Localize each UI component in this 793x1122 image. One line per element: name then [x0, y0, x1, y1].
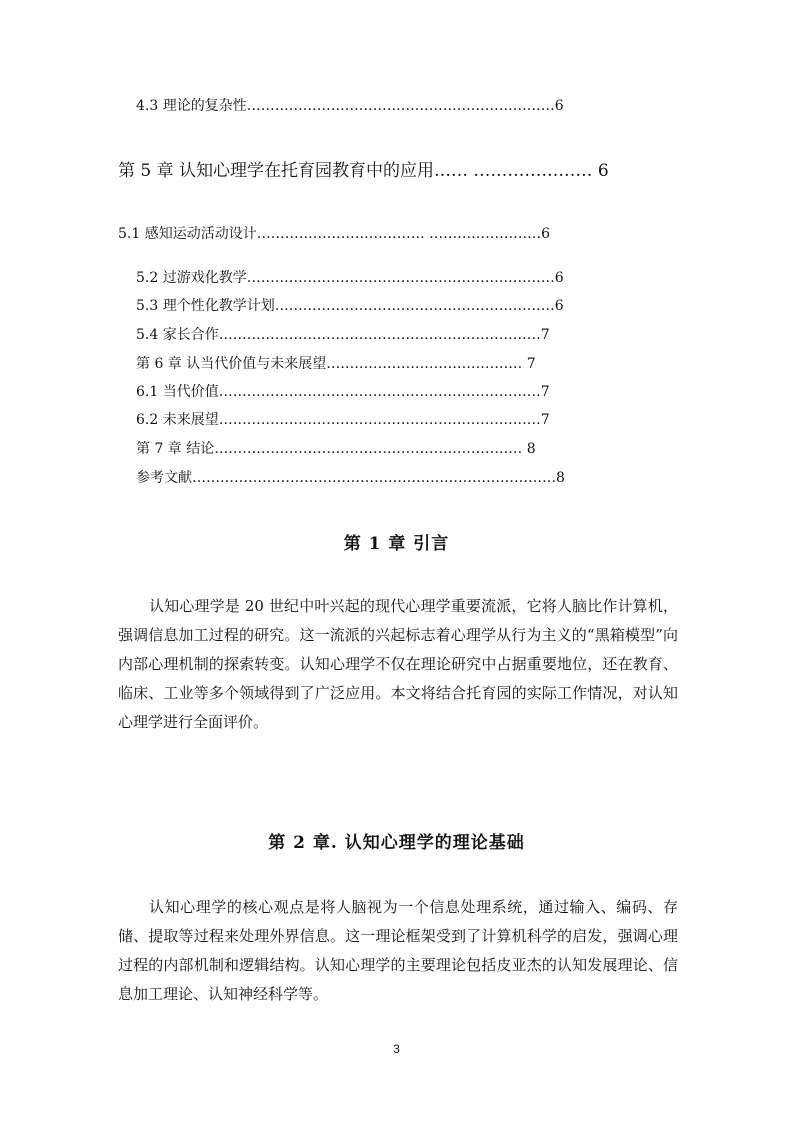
- toc-entry-5-1: 5.1 感知运动活动设计……………………………… ……………………6: [118, 226, 551, 242]
- chapter-1-paragraph: 认知心理学是 20 世纪中叶兴起的现代心理学重要流派，它将人脑比作计算机，强调信息加工过程的研究。这一流派的兴起标志着心理学从行为主义的“黑箱模型”向内部心理机制的探索转变。认知心理学不仅在理论研究中占据重要地位，还在教育、临床、工业等多个领域得到了广泛应用。本文将结合托育园的实际工作情况，对认知心理学进行全面评价。: [118, 597, 678, 731]
- toc-entry-chapter-6: 第 6 章 认当代价值与未来展望…………………………………… 7: [136, 356, 536, 372]
- toc-entry-chapter-5: 第 5 章 认知心理学在托育园教育中的应用…… ………………… 6: [118, 161, 609, 181]
- chapter-2-heading: 第 2 章. 认知心理学的理论基础: [268, 833, 525, 853]
- chapter-1-heading: 第 1 章 引言: [343, 534, 450, 554]
- toc-entry-6-1: 6.1 当代价值……………………………………………………………7: [136, 384, 550, 400]
- chapter-2-paragraph: 认知心理学的核心观点是将人脑视为一个信息处理系统，通过输入、编码、存储、提取等过程来处理外界信息。这一理论框架受到了计算机科学的启发，强调心理过程的内部机制和逻辑结构。认知心理学的主要理论包括皮亚杰的认知发展理论、信息加工理论、认知神经科学等。: [118, 898, 678, 1003]
- toc-entry-4-3: 4.3 理论的复杂性…………………………………………………………6: [136, 98, 564, 114]
- toc-entry-5-2: 5.2 过游戏化教学…………………………………………………………6: [136, 270, 564, 286]
- toc-entry-chapter-7: 第 7 章 结论………………………………………………………… 8: [136, 441, 536, 457]
- toc-entry-references: 参考文献……………………………………………………………………8: [136, 470, 565, 486]
- toc-entry-5-3: 5.3 理个性化教学计划……………………………………………………6: [136, 298, 564, 314]
- toc-entry-6-2: 6.2 未来展望……………………………………………………………7: [136, 412, 550, 428]
- toc-entry-5-4: 5.4 家长合作……………………………………………………………7: [136, 327, 550, 343]
- page-number: 3: [393, 1042, 400, 1056]
